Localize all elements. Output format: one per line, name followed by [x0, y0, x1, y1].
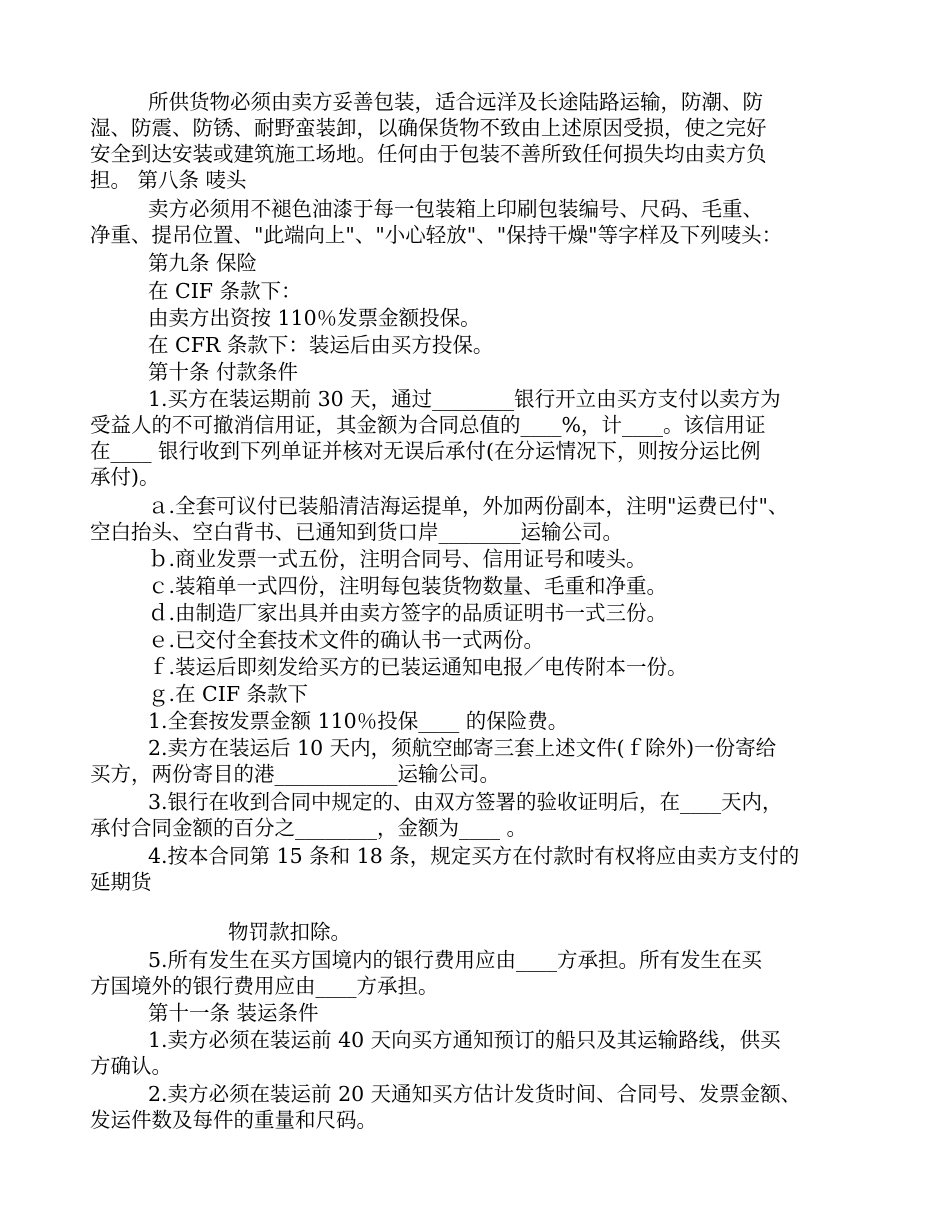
text-line: 方确认。 [90, 1054, 172, 1078]
text-line: 承付)。 [90, 465, 160, 489]
text-line: 5.所有发生在买方国境内的银行费用应由____方承担。所有发生在买 [148, 948, 763, 972]
text-line: 在____ 银行收到下列单证并核对无误后承付(在分运情况下，则按分运比例 [90, 439, 761, 463]
text-line: 买方，两份寄目的港____________运输公司。 [90, 762, 500, 786]
text-line: 受益人的不可撤消信用证，其金额为合同总值的____%，计____。该信用证 [90, 413, 766, 437]
text-line: 安全到达安装或建筑施工场地。任何由于包装不善所致任何损失均由卖方负 [90, 142, 767, 166]
text-line: 4.按本合同第 15 条和 18 条，规定买方在付款时有权将应由卖方支付的 [148, 844, 800, 868]
section-heading: 第十一条 装运条件 [148, 1001, 319, 1025]
text-line: 延期货 [90, 870, 152, 894]
text-line: 1.全套按发票金额 110％投保____ 的保险费。 [148, 709, 569, 733]
text-line: 承付合同金额的百分之________，金额为____ 。 [90, 816, 528, 840]
text-line: 发运件数及每件的重量和尺码。 [90, 1108, 377, 1132]
section-heading: 第十条 付款条件 [148, 360, 299, 384]
text-line: ｃ.装箱单一式四份，注明每包装货物数量、毛重和净重。 [148, 574, 668, 598]
text-line: 物罚款扣除。 [228, 920, 351, 944]
text-line: 净重、提吊位置、"此端向上"、"小心轻放"、"保持干燥"等字样及下列唛头： [90, 223, 783, 247]
text-line: ｅ.已交付全套技术文件的确认书一式两份。 [148, 628, 545, 652]
section-heading: 第九条 保险 [148, 251, 258, 275]
text-line: ａ.全套可议付已装船清洁海运提单，外加两份副本，注明"运费已付"、 [148, 494, 789, 518]
text-line: 1.买方在装运期前 30 天，通过________银行开立由买方支付以卖方为 [148, 387, 781, 411]
text-line: 卖方必须用不褪色油漆于每一包装箱上印刷包装编号、尺码、毛重、 [148, 197, 763, 221]
text-line: 在 CIF 条款下： [148, 279, 302, 303]
text-line: ｄ.由制造厂家出具并由卖方签字的品质证明书一式三份。 [148, 601, 668, 625]
text-line: 湿、防震、防锈、耐野蛮装卸，以确保货物不致由上述原因受损，使之完好 [90, 116, 767, 140]
text-line: 2.卖方必须在装运前 20 天通知买方估计发货时间、合同号、发票金额、 [148, 1082, 802, 1106]
text-line: 空白抬头、空白背书、已通知到货口岸________运输公司。 [90, 520, 623, 544]
text-line: 1.卖方必须在装运前 40 天向买方通知预订的船只及其运输路线，供买 [148, 1028, 781, 1052]
text-line: ｆ.装运后即刻发给买方的已装运通知电报／电传附本一份。 [148, 655, 688, 679]
text-line: 所供货物必须由卖方妥善包装，适合远洋及长途陆路运输，防潮、防 [148, 90, 763, 114]
text-line: 2.卖方在装运后 10 天内，须航空邮寄三套上述文件(ｆ除外)一份寄给 [148, 736, 777, 760]
text-line: 由卖方出资按 110％发票金额投保。 [148, 306, 481, 330]
text-line: 3.银行在收到合同中规定的、由双方签署的验收证明后，在____天内， [148, 790, 783, 814]
text-line: 担。 第八条 唛头 [90, 168, 247, 192]
text-line: 方国境外的银行费用应由____方承担。 [90, 974, 439, 998]
text-line: 在 CFR 条款下：装运后由买方投保。 [148, 333, 494, 357]
text-line: ｂ.商业发票一式五份，注明合同号、信用证号和唛头。 [148, 547, 647, 571]
text-line: ｇ.在 CIF 条款下 [148, 682, 309, 706]
